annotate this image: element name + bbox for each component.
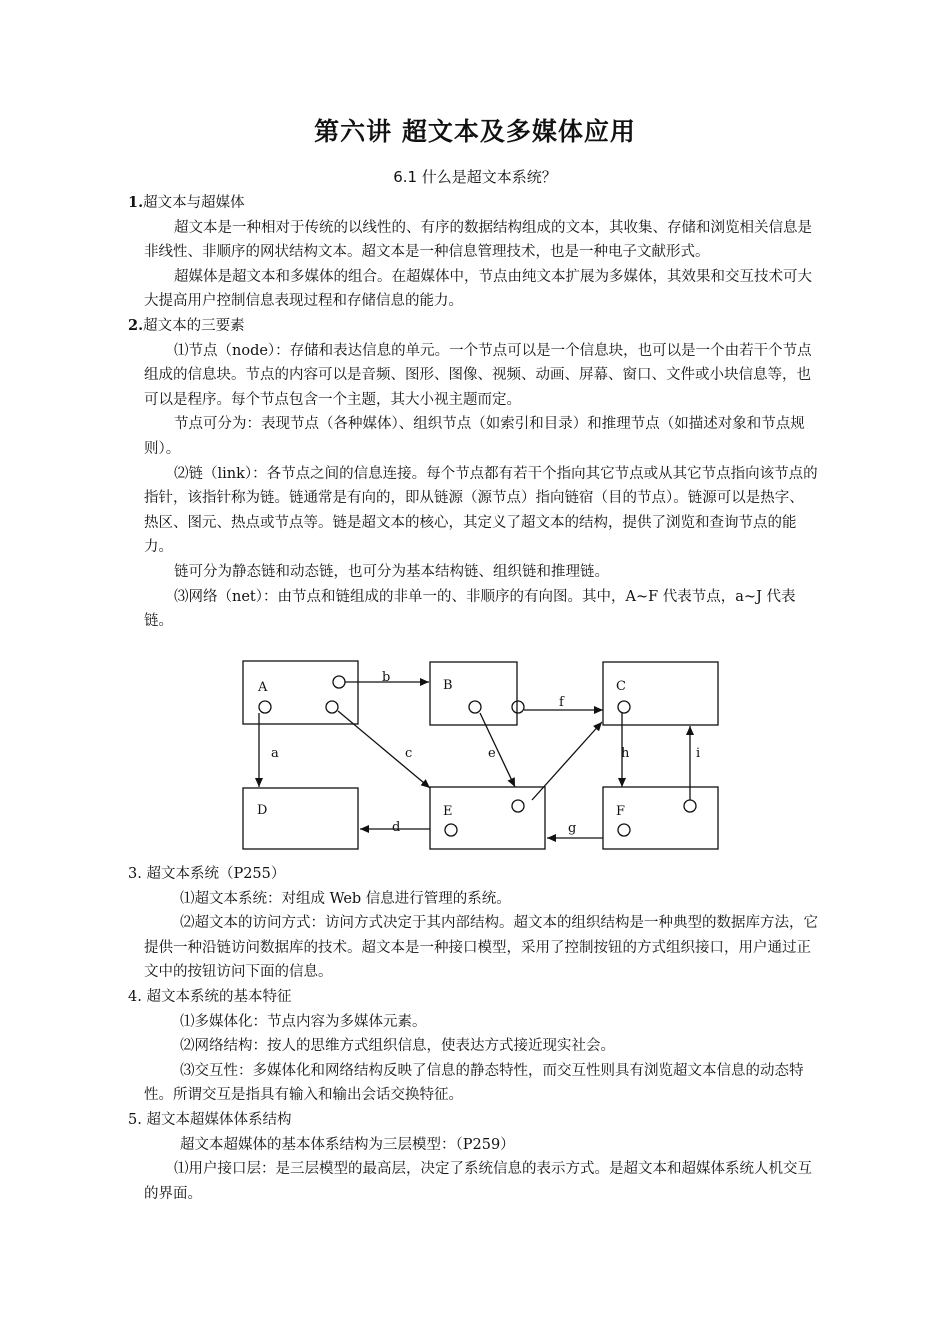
- node-label-b: B: [443, 678, 453, 693]
- node-label-d: D: [257, 803, 268, 818]
- heading-1: [128, 191, 818, 216]
- paragraph: ⑴超文本系统：对组成 Web 信息进行管理的系统。: [180, 890, 511, 907]
- paragraph: ⑵网络结构：按人的思维方式组织信息，使表达方式接近现实社会。: [180, 1038, 615, 1055]
- node-box-b: [430, 662, 517, 725]
- link-c-line: [338, 711, 430, 788]
- link-label-g: g: [568, 821, 577, 836]
- link-label-c: c: [405, 746, 413, 761]
- heading-3: 3. 超文本系统（P255）: [128, 866, 286, 882]
- heading-4: 4. 超文本系统的基本特征: [128, 988, 292, 1005]
- heading-5: 5. 超文本超媒体体系结构: [128, 1111, 292, 1128]
- link-label-b: b: [382, 670, 391, 685]
- node-label-f: F: [616, 804, 626, 819]
- paragraph: 超文本超媒体的基本体系结构为三层模型：（P259）: [180, 1136, 515, 1153]
- link-label-i: i: [696, 746, 701, 761]
- link-label-a: a: [271, 746, 279, 761]
- paragraph: 超文本是一种相对于传统的以线性的、有序的数据结构组成的文本，其收集、存储和浏览相关信息是非线性、非顺序的网状结构文本。超文本是一种信息管理技术，也是一种电子文献形式。: [144, 219, 812, 261]
- paragraph: ⑴节点（node）：存储和表达信息的单元。一个节点可以是一个信息块，也可以是一个由若干个节点组成的信息块。节点的内容可以是音频、图形、图像、视频、动画、屏幕、窗口、文件或小块信息等，也可以是程序。每个节点包含一个主题，其大小视主题而定。: [144, 342, 812, 408]
- link-label-f: f: [559, 695, 564, 710]
- section-subtitle: 6.1 什么是超文本系统？: [393, 168, 557, 186]
- paragraph: ⑶网络（net）：由节点和链组成的非单一的、非顺序的有向图。其中，A~F 代表节点，a~J 代表链。: [144, 588, 796, 630]
- node-box-d: [243, 788, 358, 849]
- hypertext-network-diagram: [230, 660, 730, 855]
- paragraph: ⑵链（link）：各节点之间的信息连接。每个节点都有若干个指向其它节点或从其它节点指向该节点的指针，该指针称为链。链通常是有向的，即从链源（源节点）指向链宿（目的节点）。链源可以是热字、热区、图元、热点或节点等。链是超文本的核心，其定义了超文本的结构，提供了浏览和查询节点的能力。: [144, 465, 818, 556]
- paragraph: ⑴多媒体化：节点内容为多媒体元素。: [180, 1013, 427, 1030]
- page-title: 第六讲 超文本及多媒体应用: [314, 117, 636, 146]
- content-top: [128, 191, 818, 634]
- node-label-c: C: [616, 679, 626, 694]
- paragraph: 链可分为静态链和动态链，也可分为基本结构链、组织链和推理链。: [174, 563, 609, 580]
- heading-1-text: 超文本与超媒体: [143, 195, 245, 211]
- link-label-e: e: [488, 746, 496, 761]
- heading-2-text: 超文本的三要素: [143, 317, 245, 334]
- paragraph: 超媒体是超文本和多媒体的组合。在超媒体中，节点由纯文本扩展为多媒体，其效果和交互技术可大大提高用户控制信息表现过程和存储信息的能力。: [144, 268, 812, 310]
- link-e-to-c-line: [532, 722, 602, 800]
- paragraph: ⑴用户接口层：是三层模型的最高层，决定了系统信息的表示方式。是超文本和超媒体系统人机交互的界面。: [144, 1161, 812, 1202]
- node-label-a: A: [258, 680, 268, 695]
- paragraph: ⑵超文本的访问方式：访问方式决定于其内部结构。超文本的组织结构是一种典型的数据库方法，它提供一种沿链访问数据库的技术。超文本是一种接口模型，采用了控制按钮的方式组织接口，用户通过正文中的按钮访问下面的信息。: [144, 915, 818, 981]
- node-label-e: E: [443, 804, 453, 819]
- paragraph: 节点可分为：表现节点（各种媒体）、组织节点（如索引和目录）和推理节点（如描述对象和节点规则）。: [144, 416, 805, 457]
- heading-2: [128, 314, 818, 339]
- paragraph: ⑶交互性：多媒体化和网络结构反映了信息的静态特性，而交互性则具有浏览超文本信息的动态特性。所谓交互是指具有输入和输出会话交换特征。: [144, 1062, 804, 1104]
- link-label-h: h: [621, 746, 630, 761]
- content-bottom: [128, 862, 818, 1206]
- heading-1-number: 1.: [128, 194, 144, 211]
- link-label-d: d: [392, 820, 401, 835]
- link-e-line: [480, 713, 515, 787]
- heading-2-number: 2.: [128, 316, 144, 334]
